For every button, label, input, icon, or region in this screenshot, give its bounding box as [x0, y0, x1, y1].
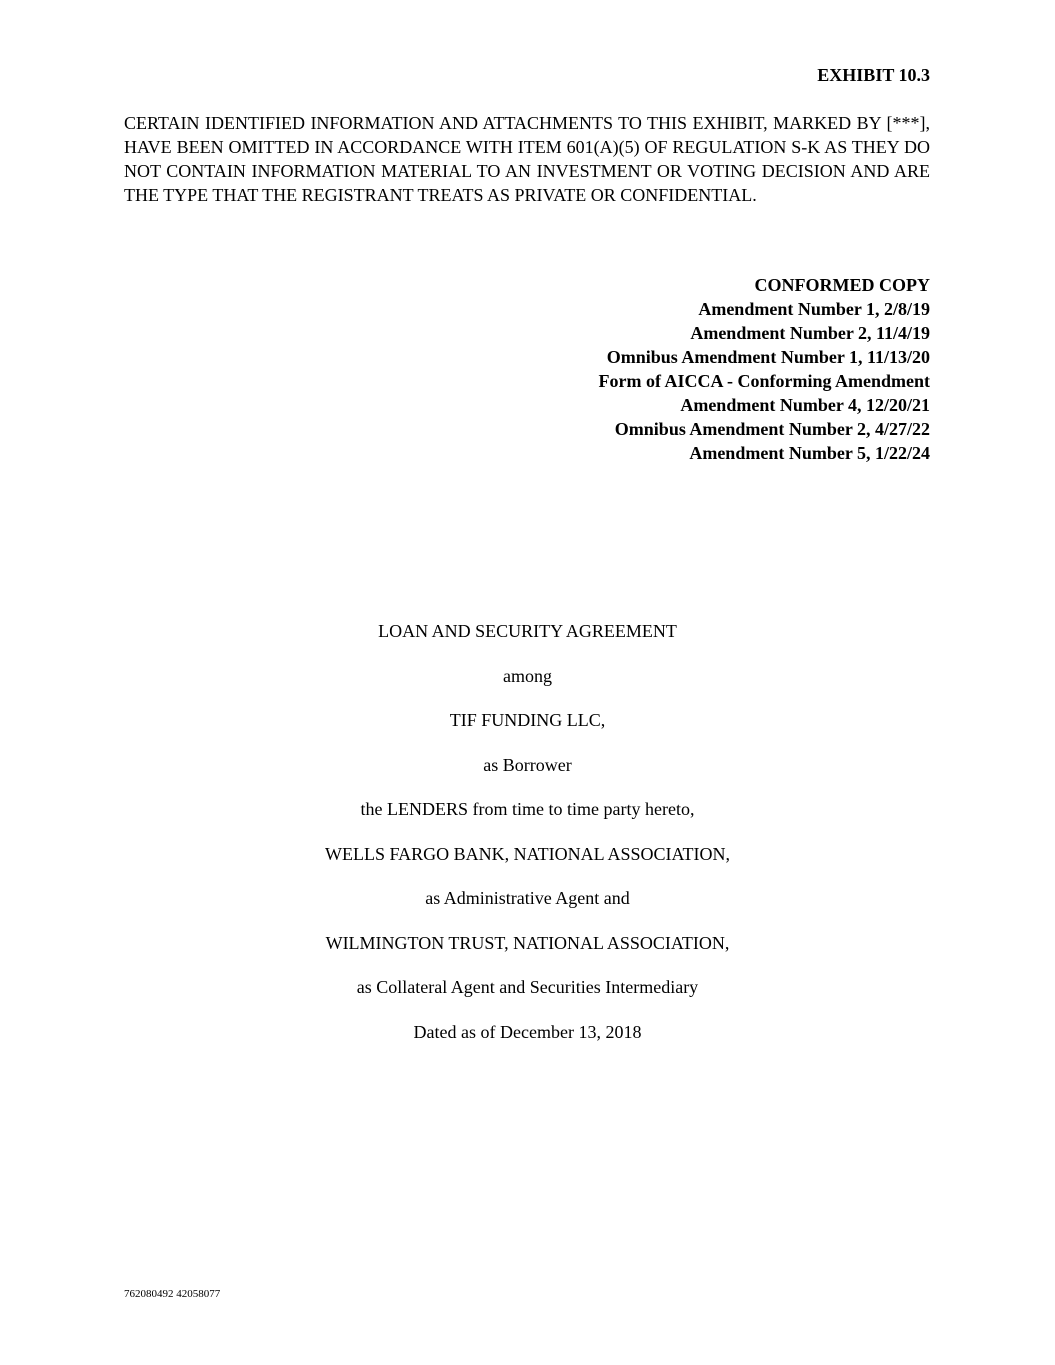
amendment-line: Omnibus Amendment Number 2, 4/27/22: [614, 419, 930, 439]
agreement-date: Dated as of December 13, 2018: [413, 1021, 642, 1042]
document-id: 762080492 42058077: [124, 1288, 221, 1300]
amendment-line: Omnibus Amendment Number 1, 11/13/20: [606, 347, 930, 367]
among-text: among: [503, 665, 552, 686]
amendment-line: Form of AICCA - Conforming Amendment: [598, 371, 930, 391]
borrower-role: as Borrower: [483, 754, 572, 775]
amendment-line: Amendment Number 2, 11/4/19: [690, 323, 930, 343]
borrower-name: TIF FUNDING LLC,: [449, 710, 606, 730]
amendment-line: Amendment Number 4, 12/20/21: [680, 395, 930, 415]
administrative-agent-name: WELLS FARGO BANK, NATIONAL ASSOCIATION,: [325, 843, 730, 864]
administrative-agent-role: as Administrative Agent and: [425, 888, 630, 908]
redaction-notice: CERTAIN IDENTIFIED INFORMATION AND ATTACHMENTS TO THIS EXHIBIT, MARKED BY [***], HAVE BEEN OMITTED IN ACCORDANCE WITH ITEM 601(A)(5) OF REGULATION S-K AS THEY DO NOT CONTAIN INFORMATION MATERIAL TO AN INVESTMENT OR VOTING DECISION AND ARE THE TYPE THAT THE REGISTRANT TREATS AS PRIVATE OR CONFIDENTIAL.: [124, 113, 930, 205]
amendment-line: Amendment Number 1, 2/8/19: [698, 299, 930, 319]
collateral-agent-name: WILMINGTON TRUST, NATIONAL ASSOCIATION,: [325, 932, 730, 953]
amendment-history: [599, 273, 930, 465]
cover-page: [0, 620, 1055, 1065]
conformed-copy-label: CONFORMED COPY: [754, 275, 930, 295]
agreement-title: LOAN AND SECURITY AGREEMENT: [378, 621, 677, 641]
collateral-agent-role: as Collateral Agent and Securities Intermediary: [356, 977, 699, 997]
lenders-line: the LENDERS from time to time party hereto,: [360, 799, 695, 819]
amendment-line: Amendment Number 5, 1/22/24: [689, 443, 930, 463]
exhibit-number: EXHIBIT 10.3: [817, 65, 930, 85]
